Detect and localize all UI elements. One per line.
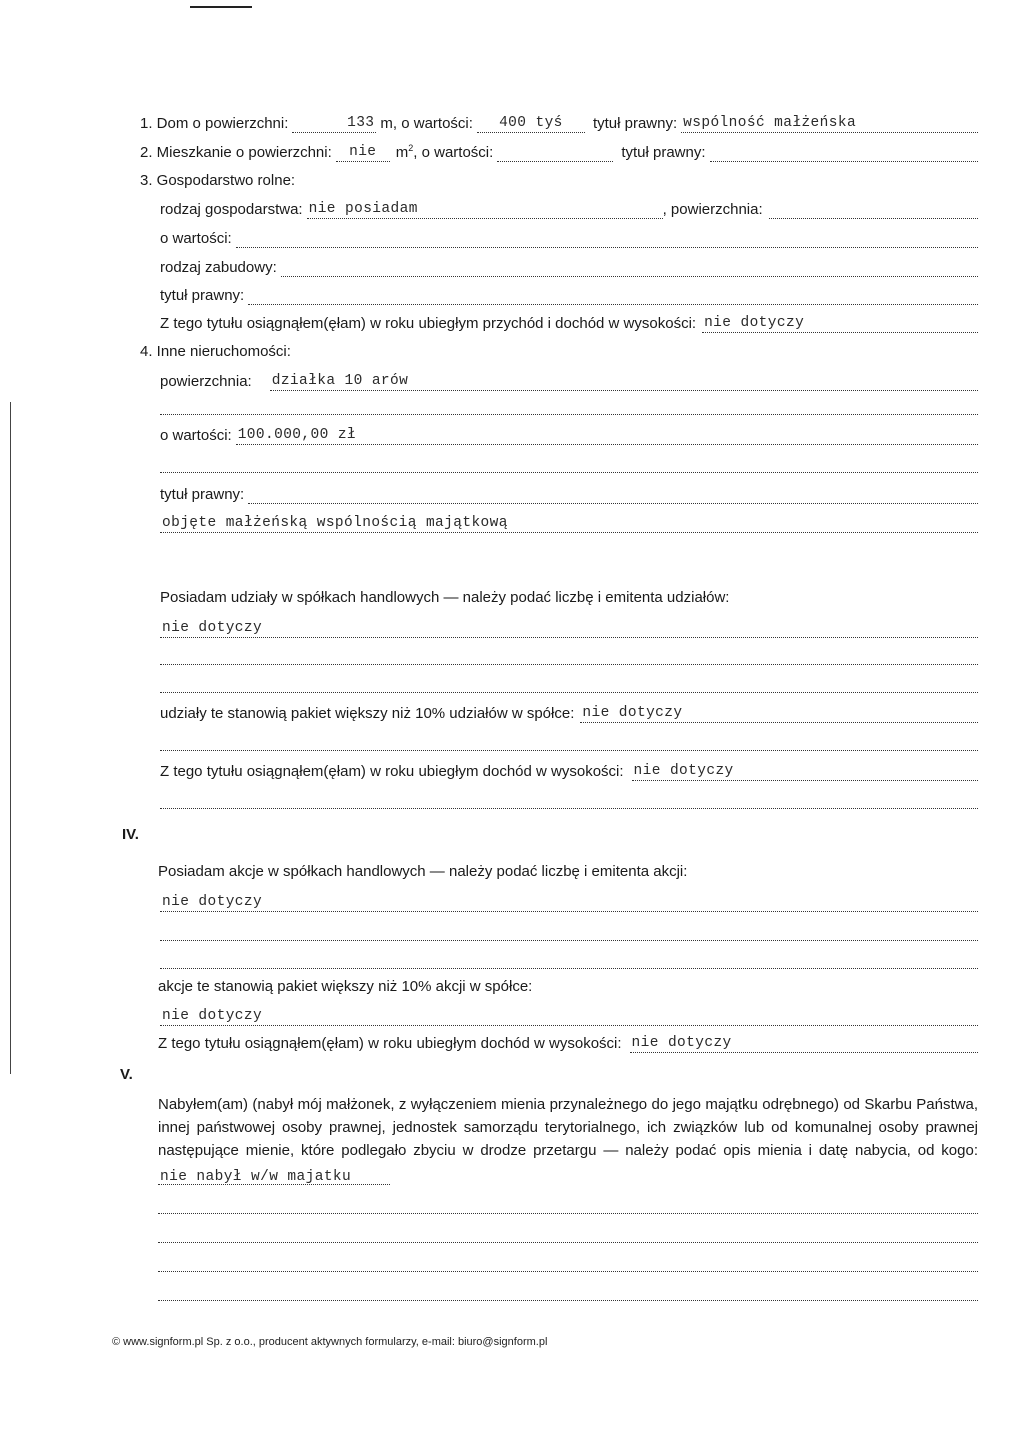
acquisition-text: Nabyłem(am) (nabył mój małżonek, z wyłączeniem mienia przynależnego do jego majątku odrębnego) od Skarbu Państwa, innej państwowej osoby prawnej, jednostek samorządu terytorialnego, ich związków lub od komunalnej osoby prawnej następujące mienie, które podlegało zbyciu w drodze przetargu — należy podać opis mienia i datę nabycia, od kogo:: [158, 1096, 978, 1159]
farm-building-label: rodzaj zabudowy:: [160, 259, 277, 276]
flat-label: 2. Mieszkanie o powierzchni:: [140, 144, 332, 161]
shares-heading: [160, 589, 729, 607]
other-area-label: powierzchnia:: [160, 373, 252, 390]
farm-type-field[interactable]: nie posiadam: [307, 200, 663, 219]
stocks-pct-field[interactable]: nie dotyczy: [160, 1007, 978, 1026]
other-property-label: 4. Inne nieruchomości:: [140, 343, 291, 360]
shares-pct-extra-line[interactable]: [160, 750, 978, 751]
farm-income-row: [160, 314, 978, 333]
house-title-field[interactable]: wspólność małżeńska: [681, 114, 978, 133]
house-unit: m: [380, 115, 393, 132]
house-value-field[interactable]: 400 tyś: [477, 114, 585, 133]
stocks-income-label: Z tego tytułu osiągnąłem(ęłam) w roku ubiegłym dochód w wysokości:: [158, 1035, 622, 1052]
other-area-field[interactable]: działka 10 arów: [270, 372, 978, 391]
acquisition-field[interactable]: nie nabył w/w majatku: [158, 1166, 390, 1185]
stocks-income-field[interactable]: nie dotyczy: [630, 1034, 978, 1053]
other-title-label: tytuł prawny:: [160, 486, 245, 503]
shares-pct-row: [160, 704, 978, 723]
shares-extra-line-2[interactable]: [160, 692, 978, 693]
other-property-heading: [140, 343, 291, 361]
stocks-extra-line-1[interactable]: [160, 940, 978, 941]
house-value-label: , o wartości:: [392, 115, 473, 132]
flat-title-field[interactable]: [710, 143, 978, 162]
left-margin-rule: [10, 402, 11, 1074]
other-title-field[interactable]: objęte małżeńską wspólnością majątkową: [160, 514, 978, 533]
flat-row: [140, 143, 978, 162]
farm-area-field[interactable]: [769, 200, 978, 219]
flat-title-label: tytuł prawny:: [621, 144, 706, 161]
other-title-row: [160, 485, 978, 504]
acquisition-extra-line-2[interactable]: [158, 1242, 978, 1243]
stocks-pct-row: [160, 1007, 978, 1026]
house-area-field[interactable]: 133: [292, 114, 376, 133]
section-v-number: V.: [120, 1066, 133, 1083]
house-label: 1. Dom o powierzchni:: [140, 115, 289, 132]
flat-value-label: , o wartości:: [413, 144, 494, 161]
house-row: [140, 114, 978, 133]
footer-copyright: © www.signform.pl Sp. z o.o., producent aktywnych formularzy, e-mail: biuro@signform.pl: [112, 1336, 548, 1348]
stocks-pct-label: akcje te stanowią pakiet większy niż 10% akcji w spółce:: [158, 978, 533, 995]
other-title-value-row: [160, 514, 978, 533]
shares-pct-field[interactable]: nie dotyczy: [580, 704, 978, 723]
farm-type-label: rodzaj gospodarstwa:: [160, 201, 303, 218]
farm-income-label: Z tego tytułu osiągnąłem(ęłam) w roku ubiegłym przychód i dochód w wysokości:: [160, 315, 697, 332]
house-title-label: tytuł prawny:: [592, 115, 678, 132]
shares-extra-line-1[interactable]: [160, 664, 978, 665]
other-area-row: [160, 372, 978, 391]
shares-income-label: Z tego tytułu osiągnąłem(ęłam) w roku ubiegłym dochód w wysokości:: [160, 763, 624, 780]
stocks-value-row: [160, 893, 978, 912]
farm-title-label: tytuł prawny:: [160, 287, 245, 304]
other-value-extra-line[interactable]: [160, 472, 978, 473]
acquisition-extra-line-1[interactable]: [158, 1213, 978, 1214]
farm-label: 3. Gospodarstwo rolne:: [140, 172, 296, 189]
stocks-field[interactable]: nie dotyczy: [160, 893, 978, 912]
shares-field[interactable]: nie dotyczy: [160, 619, 978, 638]
flat-unit: $m^2$: [395, 143, 414, 161]
shares-income-extra-line[interactable]: [160, 808, 978, 809]
flat-value-field[interactable]: [497, 143, 613, 162]
farm-title-row: [160, 286, 978, 305]
shares-pct-label: udziały te stanowią pakiet większy niż 10% udziałów w spółce:: [160, 705, 575, 722]
farm-heading: [140, 172, 295, 190]
farm-title-field[interactable]: [248, 286, 978, 305]
other-value-label: o wartości:: [160, 427, 232, 444]
shares-income-field[interactable]: nie dotyczy: [632, 762, 978, 781]
stocks-heading: [158, 863, 687, 881]
section-iv-number: IV.: [122, 826, 139, 843]
stocks-pct-heading: [158, 978, 532, 996]
farm-area-label: , powierzchnia:: [662, 201, 763, 218]
farm-value-field[interactable]: [236, 229, 978, 248]
top-rule: [190, 6, 252, 8]
farm-value-row: [160, 229, 978, 248]
acquisition-paragraph: [158, 1093, 978, 1185]
farm-income-field[interactable]: nie dotyczy: [702, 314, 978, 333]
acquisition-extra-line-3[interactable]: [158, 1271, 978, 1272]
stocks-extra-line-2[interactable]: [160, 968, 978, 969]
shares-label: Posiadam udziały w spółkach handlowych — należy podać liczbę i emitenta udziałów:: [160, 589, 730, 606]
stocks-income-row: [158, 1034, 978, 1053]
shares-value-row: [160, 619, 978, 638]
farm-type-row: [160, 200, 978, 219]
other-title-blank[interactable]: [248, 485, 978, 504]
stocks-label: Posiadam akcje w spółkach handlowych — należy podać liczbę i emitenta akcji:: [158, 863, 688, 880]
farm-value-label: o wartości:: [160, 230, 232, 247]
acquisition-extra-line-4[interactable]: [158, 1300, 978, 1301]
other-area-extra-line[interactable]: [160, 414, 978, 415]
flat-area-field[interactable]: nie: [336, 143, 390, 162]
other-value-row: [160, 426, 978, 445]
farm-building-row: [160, 258, 978, 277]
other-value-field[interactable]: 100.000,00 zł: [236, 426, 978, 445]
shares-income-row: [160, 762, 978, 781]
farm-building-field[interactable]: [281, 258, 978, 277]
